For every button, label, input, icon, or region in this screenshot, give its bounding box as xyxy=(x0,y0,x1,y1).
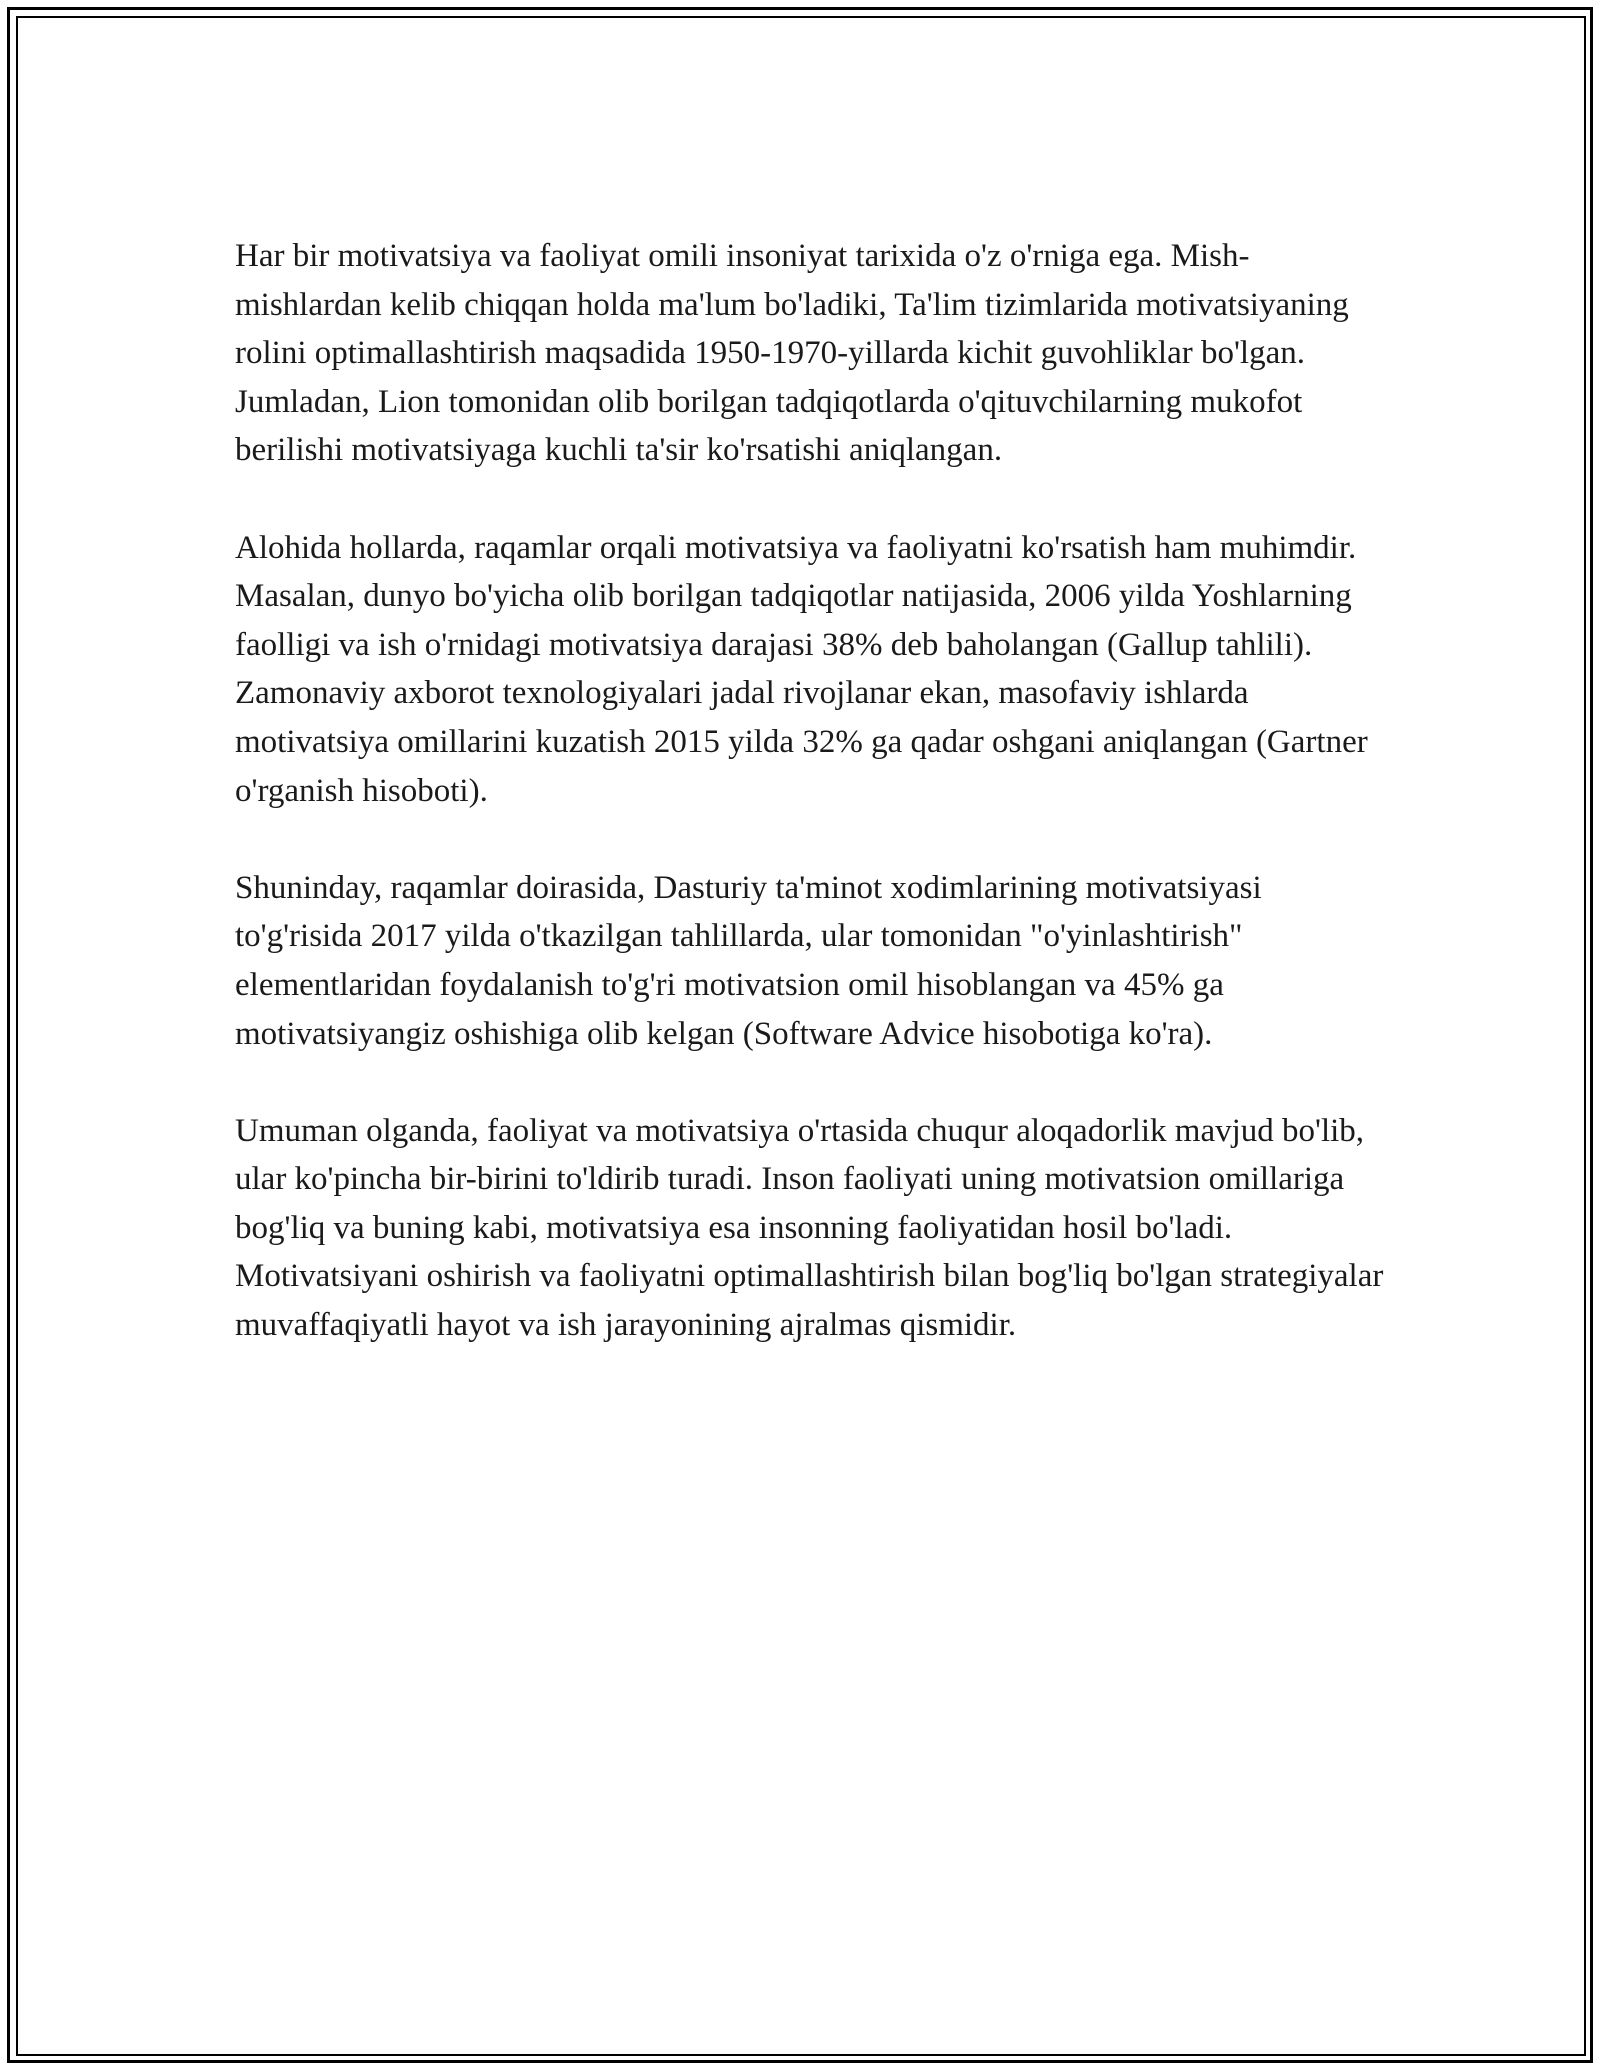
paragraph-2: Alohida hollarda, raqamlar orqali motivatsiya va faoliyatni ko'rsatish ham muhimdir. Masalan, dunyo bo'yicha olib borilgan tadqiqotlar natijasida, 2006 yilda Yoshlarning faolligi va ish o'rnidagi motivatsiya darajasi 38% deb baholangan (Gallup tahlili). Zamonaviy axborot texnologiyalari jadal rivojlanar ekan, masofaviy ishlarda motivatsiya omillarini kuzatish 2015 yilda 32% ga qadar oshgani aniqlangan (Gartner o'rganish hisoboti). xyxy=(235,529,1368,809)
paragraph-3: Shuninday, raqamlar doirasida, Dasturiy ta'minot xodimlarining motivatsiyasi to'g'risida 2017 yilda o'tkazilgan tahlillarda, ular tomonidan "o'yinlashtirish" elementlaridan foydalanish to'g'ri motivatsion omil hisoblangan va 45% ga motivatsiyangiz oshishiga olib kelgan (Software Advice hisobotiga ko'ra). xyxy=(235,869,1262,1052)
paragraph-1: Har bir motivatsiya va faoliyat omili insoniyat tarixida o'z o'rniga ega. Mish-mishlardan kelib chiqqan holda ma'lum bo'ladiki, Ta'lim tizimlarida motivatsiyaning rolini optimallashtirish maqsadida 1950-1970-yillarda kichit guvohliklar bo'lgan. Jumladan, Lion tomonidan olib borilgan tadqiqotlarda o'qituvchilarning mukofot berilishi motivatsiyaga kuchli ta'sir ko'rsatishi aniqlangan. xyxy=(235,238,1349,469)
paragraph-4: Umuman olganda, faoliyat va motivatsiya o'rtasida chuqur aloqadorlik mavjud bo'lib, ular ko'pincha bir-birini to'ldirib turadi. Inson faoliyati uning motivatsion omillariga bog'liq va buning kabi, motivatsiya esa insonning faoliyatidan hosil bo'ladi. Motivatsiyani oshirish va faoliyatni optimallashtirish bilan bog'liq bo'lgan strategiyalar muvaffaqiyatli hayot va ish jarayonining ajralmas qismidir. xyxy=(235,1112,1384,1344)
document-body xyxy=(235,232,1385,1398)
